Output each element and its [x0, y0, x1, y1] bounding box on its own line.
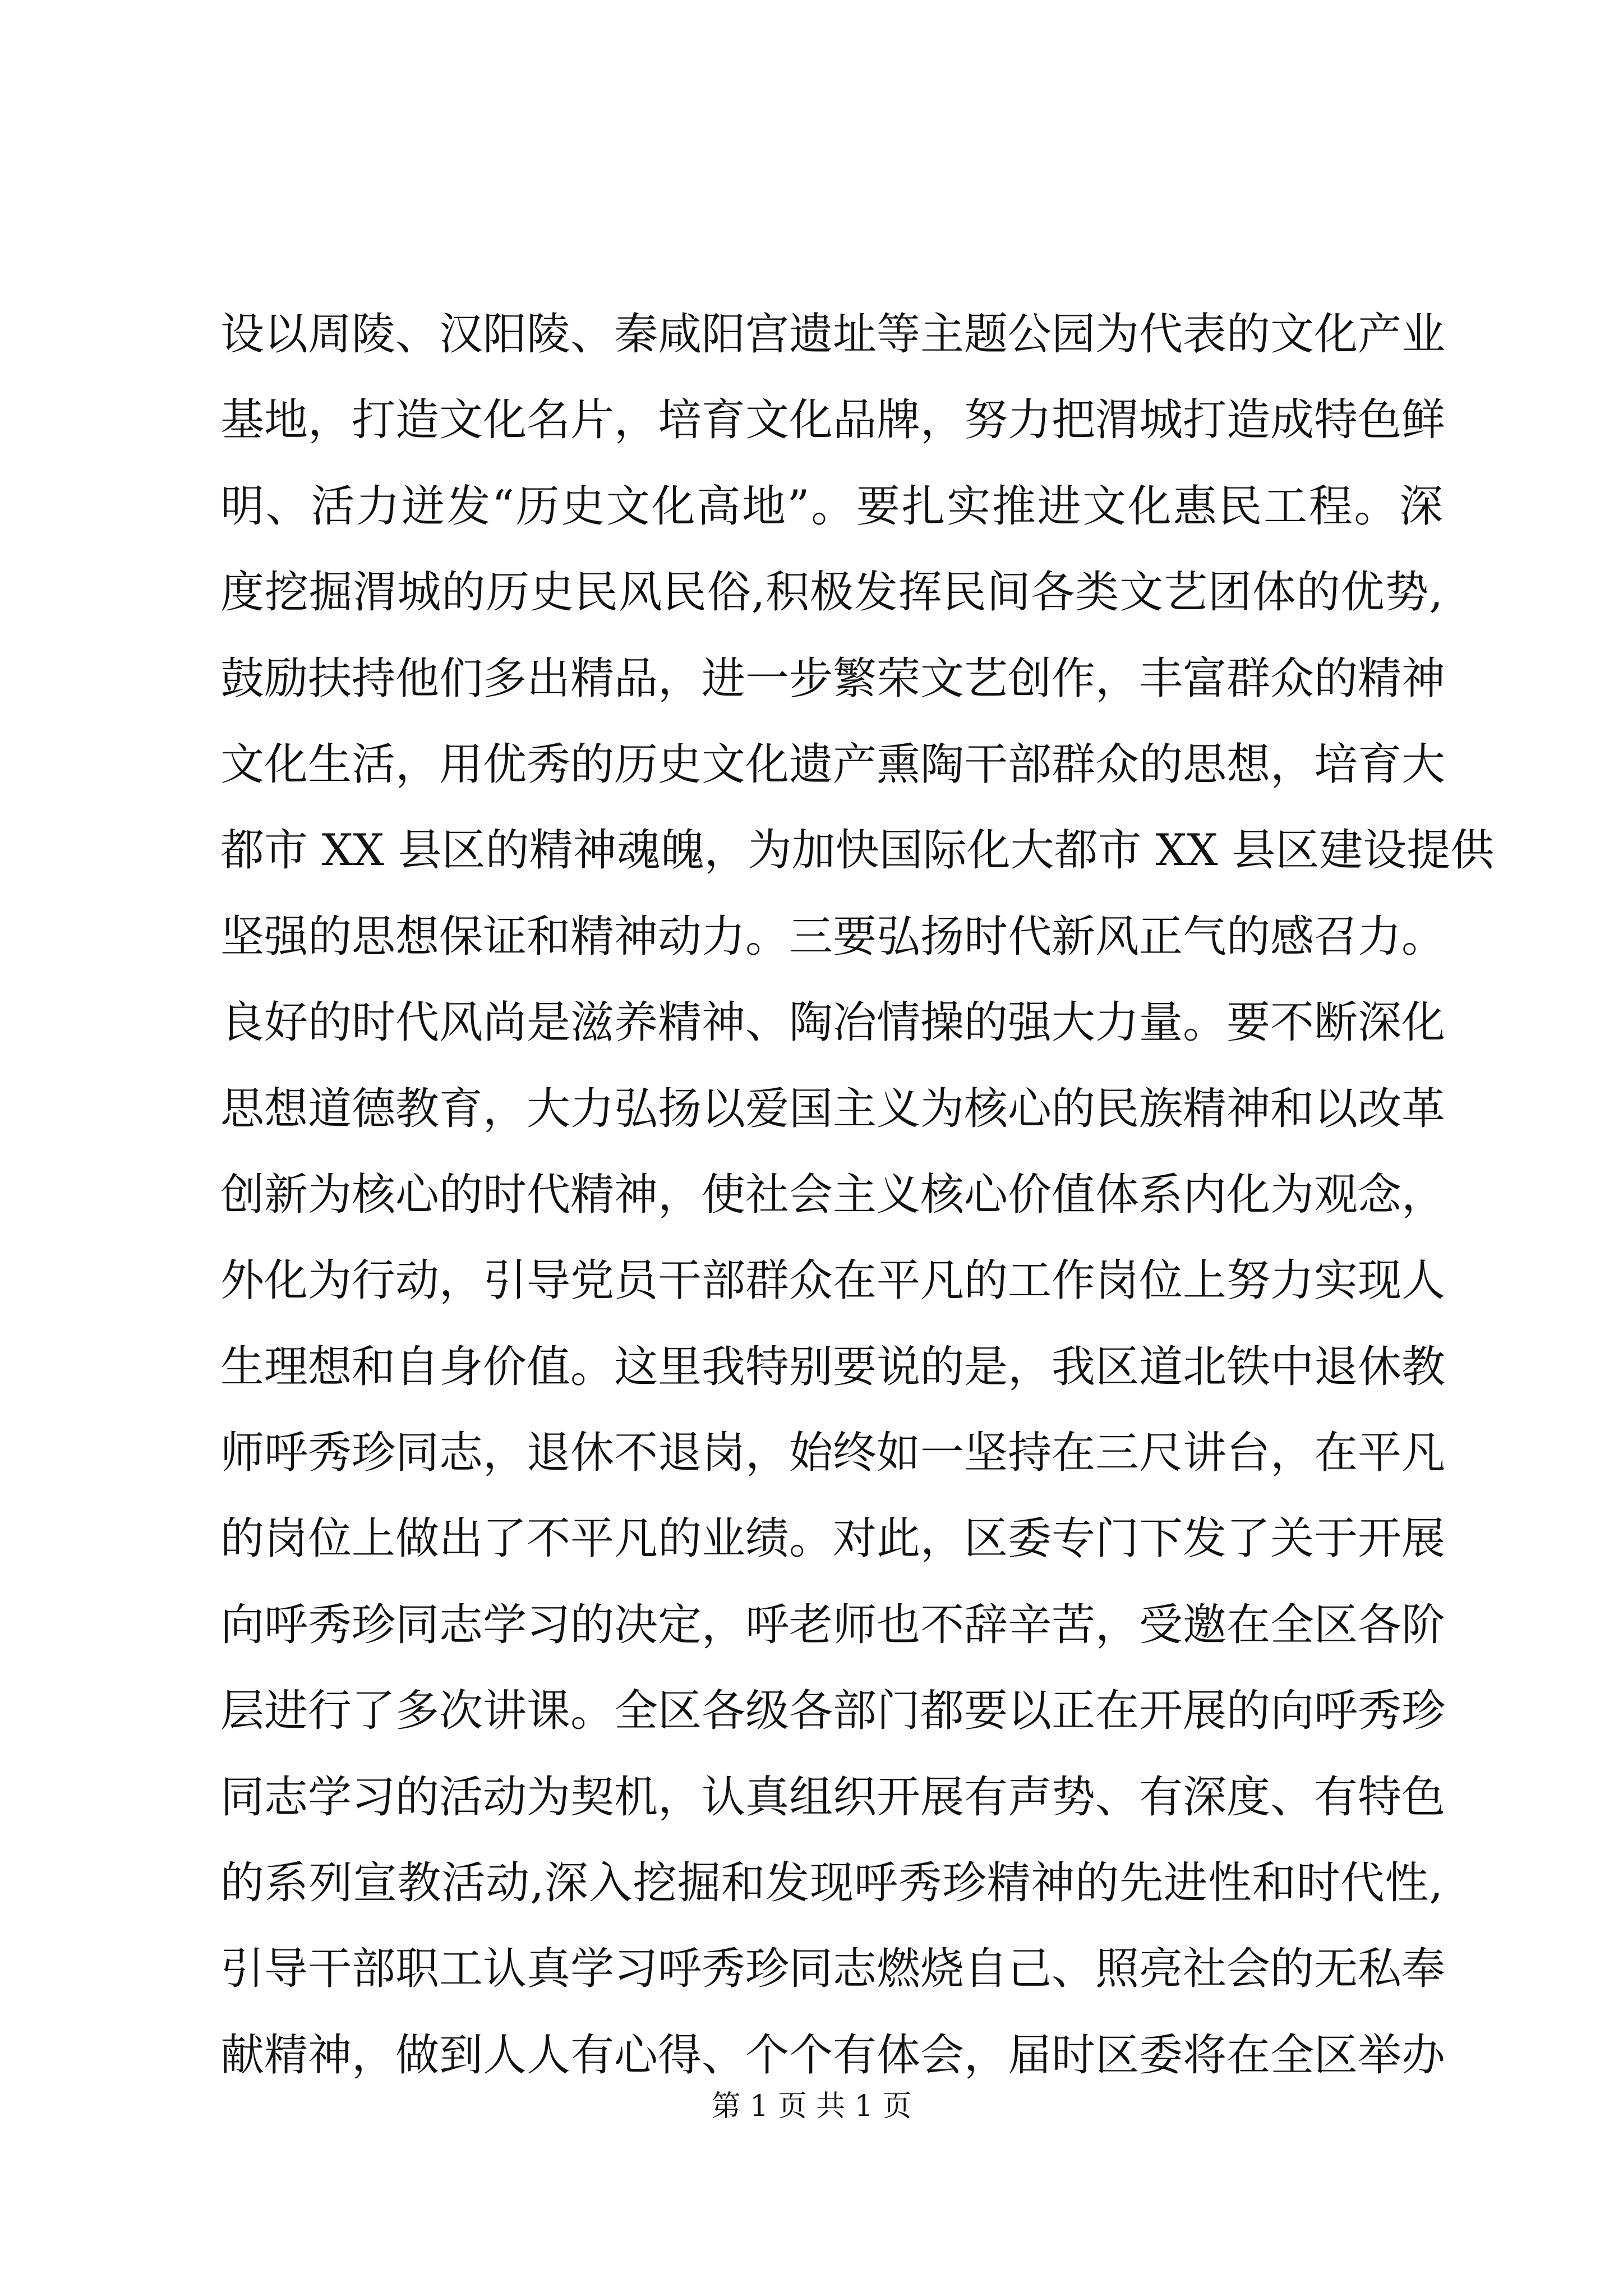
text-line: 明、活力迸发“历史文化高地”。要扎实推进文化惠民工程。深	[220, 481, 1443, 532]
text-line: 坚强的思想保证和精神动力。三要弘扬时代新风正气的感召力。	[220, 911, 1446, 962]
text-line: 生理想和自身价值。这里我特别要说的是，我区道北铁中退休教	[220, 1341, 1446, 1392]
text-line: 献精神，做到人人有心得、个个有体会，届时区委将在全区举办	[220, 2030, 1446, 2081]
text-line: 的系列宣教活动,深入挖掘和发现呼秀珍精神的先进性和时代性,	[220, 1858, 1443, 1909]
text-line: 思想道德教育，大力弘扬以爱国主义为核心的民族精神和以改革	[220, 1083, 1446, 1134]
text-line: 都市 XX 县区的精神魂魄，为加快国际化大都市 XX 县区建设提供	[220, 825, 1495, 876]
text-line: 同志学习的活动为契机，认真组织开展有声势、有深度、有特色	[220, 1772, 1446, 1823]
page-footer	[0, 2087, 1623, 2126]
text-line: 外化为行动，引导党员干部群众在平凡的工作岗位上努力实现人	[220, 1255, 1446, 1306]
text-line: 创新为核心的时代精神，使社会主义核心价值体系内化为观念，	[220, 1169, 1446, 1220]
text-line: 度挖掘渭城的历史民风民俗,积极发挥民间各类文艺团体的优势,	[220, 567, 1443, 618]
text-line: 层进行了多次讲课。全区各级各部门都要以正在开展的向呼秀珍	[220, 1686, 1446, 1737]
text-line: 引导干部职工认真学习呼秀珍同志燃烧自己、照亮社会的无私奉	[220, 1944, 1446, 1995]
text-line: 鼓励扶持他们多出精品，进一步繁荣文艺创作，丰富群众的精神	[220, 653, 1446, 704]
text-line: 的岗位上做出了不平凡的业绩。对此，区委专门下发了关于开展	[220, 1513, 1446, 1565]
page-number: 第 1 页 共 1 页	[711, 2090, 912, 2123]
text-line: 基地，打造文化名片，培育文化品牌，努力把渭城打造成特色鲜	[220, 395, 1446, 446]
text-line: 良好的时代风尚是滋养精神、陶冶情操的强大力量。要不断深化	[220, 997, 1446, 1048]
text-line: 文化生活，用优秀的历史文化遗产熏陶干部群众的思想，培育大	[220, 739, 1446, 790]
text-line: 向呼秀珍同志学习的决定，呼老师也不辞辛苦，受邀在全区各阶	[220, 1599, 1446, 1650]
text-line: 设以周陵、汉阳陵、秦咸阳宫遗址等主题公园为代表的文化产业	[220, 309, 1446, 360]
body-text	[220, 292, 1495, 2099]
text-line: 师呼秀珍同志，退休不退岗，始终如一坚持在三尺讲台，在平凡	[220, 1428, 1446, 1479]
